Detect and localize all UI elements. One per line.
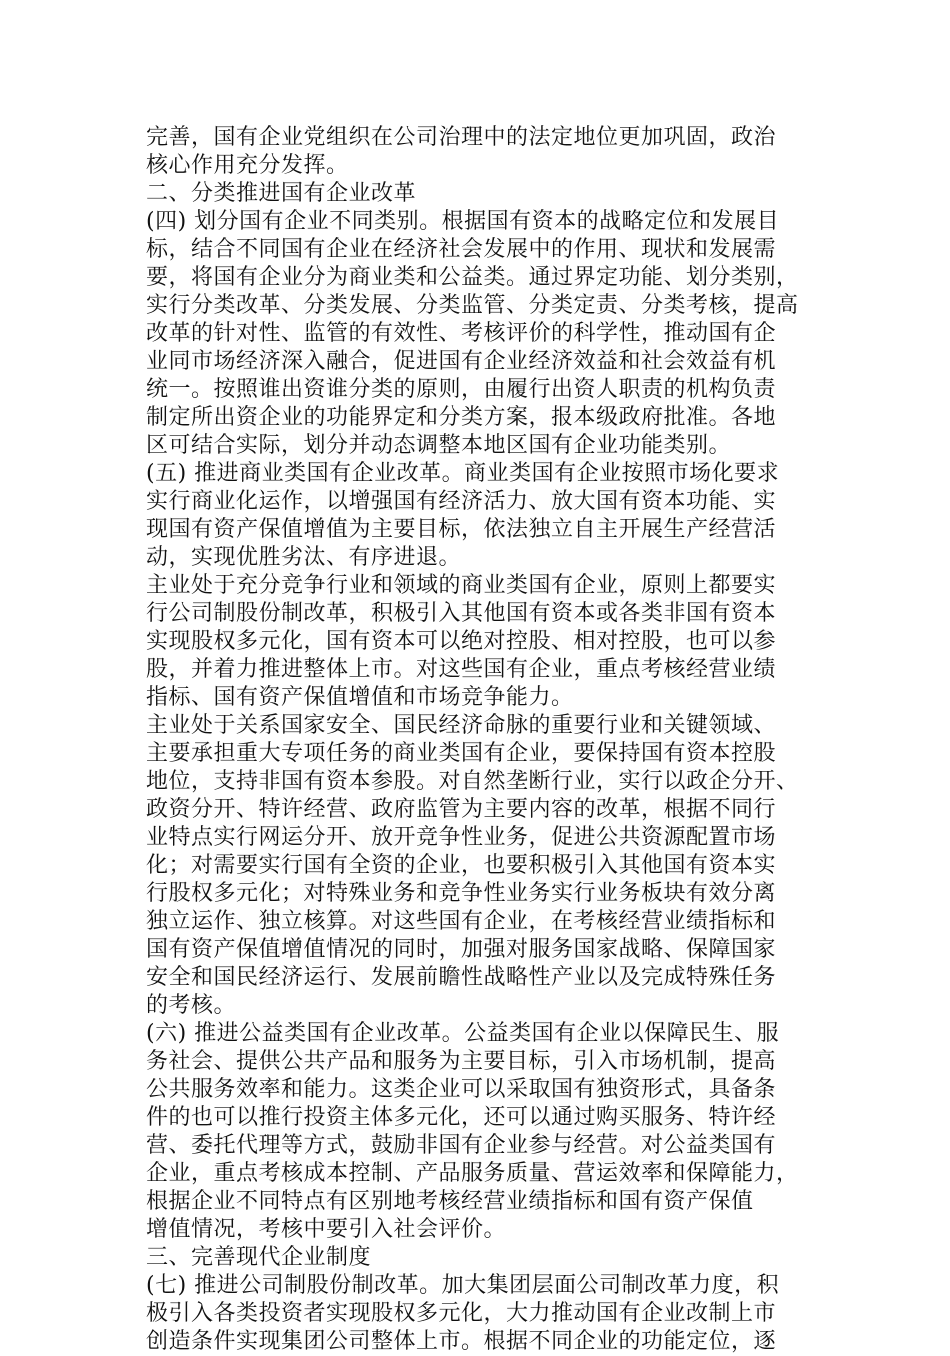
text-line: 现国有资产保值增值为主要目标，依法独立自主开展生产经营活 <box>146 517 777 542</box>
text-line: 标，结合不同国有企业在经济社会发展中的作用、现状和发展需 <box>146 237 777 262</box>
section-heading: 三、完善现代企业制度 <box>146 1245 372 1270</box>
text-line: 创造条件实现集团公司整体上市。根据不同企业的功能定位，逐 <box>146 1329 777 1354</box>
text-line: 核心作用充分发挥。 <box>146 153 349 178</box>
text-line: 指标、国有资产保值增值和市场竞争能力。 <box>146 685 574 710</box>
text-line: 业特点实行网运分开、放开竞争性业务，促进公共资源配置市场 <box>146 825 777 850</box>
text-line: 的考核。 <box>146 993 237 1018</box>
text-line: 件的也可以推行投资主体多元化，还可以通过购买服务、特许经 <box>146 1105 777 1130</box>
text-line: 行股权多元化；对特殊业务和竞争性业务实行业务板块有效分离 <box>146 881 777 906</box>
text-line: 要，将国有企业分为商业类和公益类。通过界定功能、划分类别， <box>146 265 799 290</box>
text-line: 完善，国有企业党组织在公司治理中的法定地位更加巩固，政治 <box>146 125 777 150</box>
section-heading: 二、分类推进国有企业改革 <box>146 181 417 206</box>
text-line: 安全和国民经济运行、发展前瞻性战略性产业以及完成特殊任务 <box>146 965 777 990</box>
text-line: 统一。按照谁出资谁分类的原则，由履行出资人职责的机构负责 <box>146 377 777 402</box>
text-line: 化；对需要实行国有全资的企业，也要积极引入其他国有资本实 <box>146 853 777 878</box>
text-line: 业同市场经济深入融合，促进国有企业经济效益和社会效益有机 <box>146 349 777 374</box>
text-line: 动，实现优胜劣汰、有序进退。 <box>146 545 462 570</box>
text-line: 行公司制股份制改革，积极引入其他国有资本或各类非国有资本 <box>146 601 777 626</box>
text-line: 主业处于充分竞争行业和领域的商业类国有企业，原则上都要实 <box>146 573 777 598</box>
text-line: 独立运作、独立核算。对这些国有企业，在考核经营业绩指标和 <box>146 909 777 934</box>
text-line: 改革的针对性、监管的有效性、考核评价的科学性，推动国有企 <box>146 321 777 346</box>
text-line: (六) 推进公益类国有企业改革。公益类国有企业以保障民生、服 <box>146 1021 780 1046</box>
text-line: (五) 推进商业类国有企业改革。商业类国有企业按照市场化要求 <box>146 461 780 486</box>
text-line: 制定所出资企业的功能界定和分类方案，报本级政府批准。各地 <box>146 405 777 430</box>
text-line: 企业，重点考核成本控制、产品服务质量、营运效率和保障能力， <box>146 1161 799 1186</box>
text-line: 主要承担重大专项任务的商业类国有企业，要保持国有资本控股 <box>146 741 777 766</box>
text-line: (七) 推进公司制股份制改革。加大集团层面公司制改革力度，积 <box>146 1273 780 1298</box>
text-line: 根据企业不同特点有区别地考核经营业绩指标和国有资产保值 <box>146 1189 754 1214</box>
document-page <box>146 124 806 1356</box>
text-line: 增值情况，考核中要引入社会评价。 <box>146 1217 507 1242</box>
text-line: 政资分开、特许经营、政府监管为主要内容的改革，根据不同行 <box>146 797 777 822</box>
text-line: 实行分类改革、分类发展、分类监管、分类定责、分类考核，提高 <box>146 293 799 318</box>
text-line: 国有资产保值增值情况的同时，加强对服务国家战略、保障国家 <box>146 937 777 962</box>
text-line: 股，并着力推进整体上市。对这些国有企业，重点考核经营业绩 <box>146 657 777 682</box>
text-line: 极引入各类投资者实现股权多元化，大力推动国有企业改制上市 <box>146 1301 777 1326</box>
text-line: (四) 划分国有企业不同类别。根据国有资本的战略定位和发展目 <box>146 209 780 234</box>
text-line: 区可结合实际，划分并动态调整本地区国有企业功能类别。 <box>146 433 732 458</box>
text-line: 实行商业化运作，以增强国有经济活力、放大国有资本功能、实 <box>146 489 777 514</box>
text-line: 务社会、提供公共产品和服务为主要目标，引入市场机制，提高 <box>146 1049 777 1074</box>
text-line: 营、委托代理等方式，鼓励非国有企业参与经营。对公益类国有 <box>146 1133 777 1158</box>
text-line: 地位，支持非国有资本参股。对自然垄断行业，实行以政企分开、 <box>146 769 799 794</box>
text-line: 公共服务效率和能力。这类企业可以采取国有独资形式，具备条 <box>146 1077 777 1102</box>
text-line: 实现股权多元化，国有资本可以绝对控股、相对控股，也可以参 <box>146 629 777 654</box>
text-line: 主业处于关系国家安全、国民经济命脉的重要行业和关键领域、 <box>146 713 777 738</box>
